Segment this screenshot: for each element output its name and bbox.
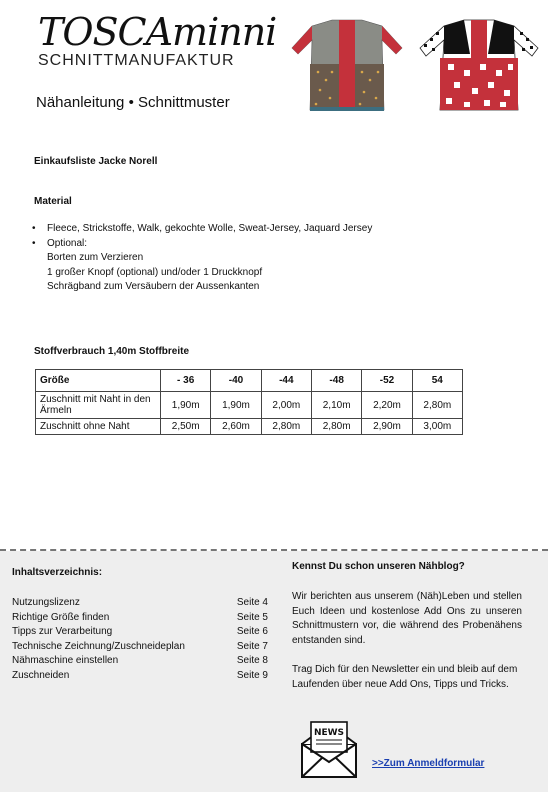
- jacket-illustrations: [282, 10, 544, 120]
- jacket-left-illustration: [292, 20, 402, 111]
- jacket-right-illustration: [420, 20, 538, 110]
- brand-subtitle: SCHNITTMANUFAKTUR: [38, 52, 235, 69]
- table-cell: 2,80m: [261, 419, 311, 435]
- table-cell: 2,60m: [211, 419, 261, 435]
- blog-paragraph: Trag Dich für den Newsletter ein und bleib auf dem Laufenden über neue Add Ons, Tipps und Tricks.: [292, 664, 518, 690]
- table-cell: Zuschnitt ohne Naht: [36, 419, 161, 435]
- blog-heading: Kennst Du schon unseren Nähblog?: [292, 561, 465, 572]
- column-header: Größe: [36, 370, 161, 392]
- toc-item[interactable]: [12, 640, 268, 655]
- blog-paragraph: Wir berichten aus unserem (Näh)Leben und stellen Euch Ideen und kostenlose Add Ons zu unseren Schnittmustern vor, die während des Probenähens entstanden sind.: [292, 591, 522, 646]
- material-item: [32, 222, 372, 237]
- optional-line: Schrägband zum Versäubern der Aussenkanten: [47, 281, 260, 292]
- toc-item[interactable]: [12, 596, 268, 611]
- toc-item-label: Richtige Größe finden: [12, 611, 110, 623]
- table-cell: 2,00m: [261, 392, 311, 419]
- material-item-text: Optional:: [47, 237, 88, 249]
- newsletter-envelope-icon: [298, 718, 360, 780]
- toc-item-page: Seite 6: [236, 626, 268, 638]
- column-header: -48: [311, 370, 361, 392]
- table-cell: 2,80m: [412, 392, 462, 419]
- column-header: -44: [261, 370, 311, 392]
- table-cell: Zuschnitt mit Naht in den Ärmeln: [36, 392, 161, 419]
- toc-item[interactable]: [12, 625, 268, 640]
- column-header: - 36: [161, 370, 211, 392]
- table-cell: 2,90m: [362, 419, 412, 435]
- material-item-text: Fleece, Strickstoffe, Walk, gekochte Wolle, Sweat-Jersey, Jaquard Jersey: [47, 223, 373, 234]
- news-label: NEWS: [313, 728, 345, 738]
- toc-item[interactable]: [12, 654, 268, 669]
- brand-name-text: TOSCAminni: [38, 10, 277, 54]
- toc-item-label: Nähmaschine einstellen: [12, 655, 119, 667]
- bullet: •: [32, 223, 36, 234]
- optional-line: 1 großer Knopf (optional) und/oder 1 Druckknopf: [47, 266, 263, 278]
- table-row: [36, 392, 463, 419]
- brand-logo: [38, 10, 277, 82]
- shopping-list-title: Einkaufsliste Jacke Norell: [34, 156, 158, 167]
- toc-item-page: Seite 5: [236, 611, 268, 623]
- table-header-row: [36, 370, 463, 392]
- toc-heading: Inhaltsverzeichnis:: [12, 567, 103, 578]
- material-item: [32, 237, 372, 252]
- toc-item-page: Seite 4: [236, 597, 268, 608]
- toc-item-label: Zuschneiden: [12, 669, 70, 681]
- brand-name: [38, 10, 277, 54]
- toc-item-page: Seite 8: [236, 655, 268, 667]
- toc-item[interactable]: [12, 611, 268, 626]
- column-header: 54: [412, 370, 462, 392]
- toc-item[interactable]: [12, 669, 268, 684]
- table-cell: 1,90m: [161, 392, 211, 419]
- bullet: •: [32, 237, 36, 249]
- newsletter-signup-link[interactable]: >>Zum Anmeldformular: [372, 758, 485, 769]
- fabric-consumption-heading: Stoffverbrauch 1,40m Stoffbreite: [34, 346, 190, 357]
- table-cell: 2,10m: [311, 392, 361, 419]
- toc-item-page: Seite 7: [236, 640, 268, 652]
- material-heading: Material: [34, 196, 72, 207]
- column-header: -52: [362, 370, 412, 392]
- table-of-contents: [12, 596, 268, 684]
- toc-item-page: Seite 9: [236, 669, 268, 681]
- table-cell: 1,90m: [211, 392, 261, 419]
- document-type: Nähanleitung • Schnittmuster: [36, 94, 230, 111]
- column-header: -40: [211, 370, 261, 392]
- toc-item-label: Nutzungslizenz: [12, 597, 80, 608]
- material-list: [32, 222, 372, 295]
- table-cell: 3,00m: [412, 419, 462, 435]
- toc-item-label: Technische Zeichnung/Zuschneideplan: [12, 640, 185, 652]
- table-row: [36, 419, 463, 435]
- toc-item-label: Tipps zur Verarbeitung: [12, 626, 113, 638]
- table-cell: 2,80m: [311, 419, 361, 435]
- fabric-consumption-table: [35, 369, 463, 435]
- table-cell: 2,50m: [161, 419, 211, 435]
- optional-line: Borten zum Verzieren: [47, 252, 144, 263]
- table-cell: 2,20m: [362, 392, 412, 419]
